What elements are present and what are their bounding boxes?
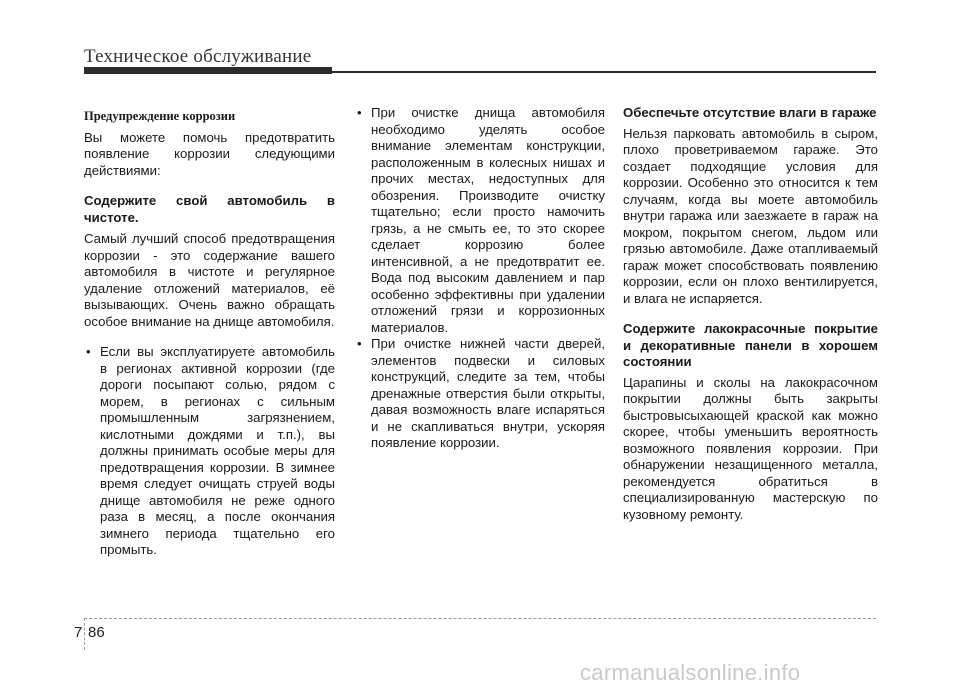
list-item: • Если вы эксплуатируете автомобиль в регионах активной коррозии (где дороги посыпают солью, рядом с морем, в регионах с сильным промышленным загрязнением, кислотными дождями и т.п.), вы должны принимать особые меры для предотвращения коррозии. В зимнее время следует очищать струей воды днище автомобиля не реже одного раза в месяц, а после окончания зимнего периода тщательно его промыть.: [84, 344, 335, 559]
header-rule-thick: [84, 67, 332, 74]
page-number: 86: [88, 624, 105, 641]
clean-paragraph: Самый лучший способ предотвращения коррозии - это содержание вашего автомобиля в чистоте и регулярное удаление отложений материалов, её вызывающих. Очень важно обращать особое внимание на днище автомобиля.: [84, 231, 335, 329]
bullet-list: [84, 344, 335, 559]
bullet-list: [355, 105, 605, 452]
paint-paragraph: Царапины и сколы на лакокрасочном покрытии должны быть закрыты быстровысыхающей краской как можно скорее, чтобы уменьшить вероятность возможного появления коррозии. При обнаружении незащищенного металла, рекомендуется обратиться в специализированную мастерскую по кузовному ремонту.: [623, 374, 878, 522]
subsection-heading: Предупреждение коррозии: [84, 109, 236, 123]
list-item: • При очистке днища автомобиля необходимо уделять особое внимание элементам конструкции, расположенным в колесных нишах и прочих местах, недоступных для обозрения. Производите очистку тщательно; если просто намочить грязь, а не смыть ее, то это скорее сделает коррозию более интенсивной, а не предотвратит ее. Вода под высоким давлением и пар особенно эффективны при удалении отложений грязи и коррозионных материалов.: [355, 105, 605, 336]
garage-heading: Обеспечьте отсутствие влаги в гараже: [623, 105, 877, 120]
header-rule-thin: [332, 71, 876, 73]
footer-separator: [84, 618, 85, 650]
garage-paragraph: Нельзя парковать автомобиль в сыром, плохо проветриваемом гараже. Это создает подходящие условия для коррозии. Особенно это относится к тем случаям, когда вы моете автомобиль внутри гаража или заезжаете в гараж на мокром, покрытом снегом, льдом или грязью автомобиле. Даже отапливаемый гараж может способствовать появлению коррозии, если он плохо вентилируется, и влага не испаряется.: [623, 125, 878, 306]
chapter-number: 7: [74, 624, 83, 641]
list-item: • При очистке нижней части дверей, элементов подвески и силовых конструкций, следите за тем, чтобы дренажные отверстия были открыты, давая возможность влаге испаряться и не скапливаться внутри, ускоряя появление коррозии.: [355, 336, 605, 452]
column-2: [355, 105, 605, 452]
column-1: [84, 108, 335, 559]
column-3: [623, 105, 878, 523]
paint-heading: Содержите лакокрасочные покрытие и декоративные панели в хорошем состоянии: [623, 321, 878, 369]
watermark: carmanualsonline.info: [580, 660, 801, 685]
clean-heading: Содержите свой автомобиль в чистоте.: [84, 193, 335, 225]
section-title: Техническое обслуживание: [84, 46, 312, 67]
intro-paragraph: Вы можете помочь предотвратить появление коррозии следующими действиями:: [84, 129, 335, 178]
footer-divider: [84, 618, 876, 619]
